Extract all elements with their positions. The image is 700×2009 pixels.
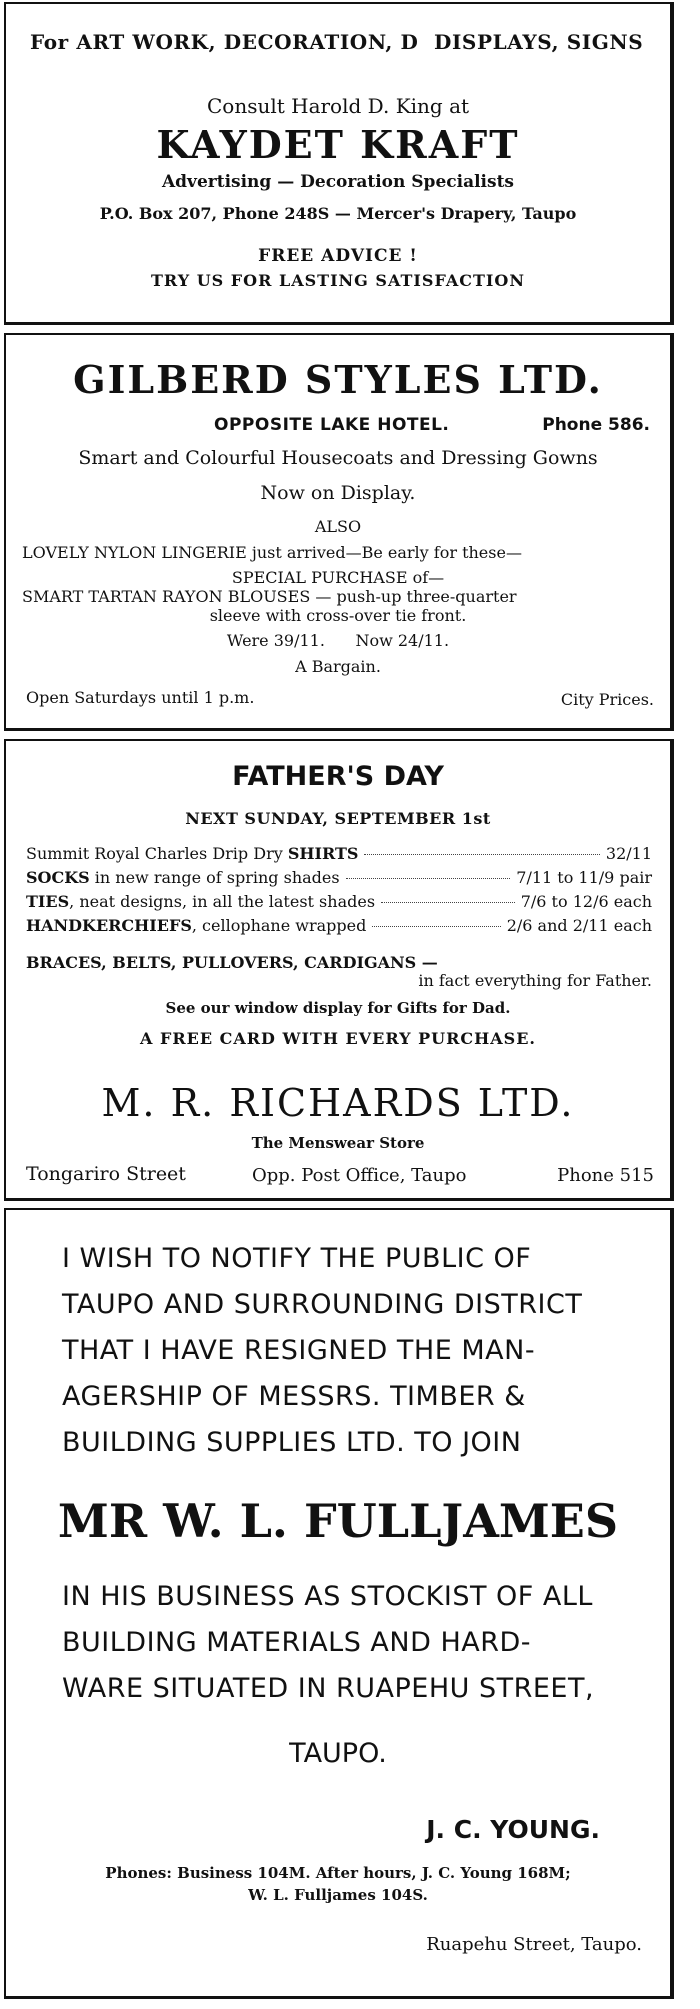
free-advice: FREE ADVICE ! bbox=[258, 246, 418, 266]
price-list-item: TIES, neat designs, in all the latest shades 7/6 to 12/6 each bbox=[26, 892, 652, 911]
kaydet-kraft-title: KAYDET KRAFT bbox=[156, 122, 520, 167]
bargain-line: A Bargain. bbox=[295, 657, 381, 676]
price-list-item: Summit Royal Charles Drip Dry SHIRTS 32/11 bbox=[26, 844, 652, 863]
leader-dots bbox=[381, 902, 515, 903]
notice-line: I WISH TO NOTIFY THE PUBLIC OF bbox=[62, 1243, 532, 1274]
taupo-line: TAUPO. bbox=[289, 1738, 387, 1769]
item-price: 2/6 and 2/11 each bbox=[506, 916, 652, 935]
business-line: WARE SITUATED IN RUAPEHU STREET, bbox=[62, 1673, 595, 1704]
business-line: BUILDING MATERIALS AND HARD- bbox=[62, 1627, 532, 1658]
city-prices: City Prices. bbox=[560, 690, 654, 709]
date-line: NEXT SUNDAY, SEPTEMBER 1st bbox=[185, 809, 491, 828]
price-line bbox=[6, 631, 670, 650]
item-price: 32/11 bbox=[605, 844, 652, 863]
gilberd-styles-ad bbox=[4, 333, 674, 731]
notice-text bbox=[62, 1236, 622, 1466]
window-display-line: See our window display for Gifts for Dad. bbox=[165, 999, 511, 1017]
notice-line: AGERSHIP OF MESSRS. TIMBER & bbox=[62, 1381, 526, 1412]
fathers-day-title: FATHER'S DAY bbox=[232, 761, 444, 792]
leader-dots bbox=[364, 854, 599, 855]
notice-line: THAT I HAVE RESIGNED THE MAN- bbox=[62, 1335, 536, 1366]
leader-dots bbox=[372, 926, 500, 927]
address-line: P.O. Box 207, Phone 248S — Mercer's Drapery, Taupo bbox=[99, 204, 577, 223]
fulljames-name: MR W. L. FULLJAMES bbox=[57, 1494, 619, 1548]
nylon-lingerie-line: LOVELY NYLON LINGERIE just arrived—Be early for these— bbox=[22, 543, 522, 562]
now-price: Now 24/11. bbox=[355, 631, 450, 650]
special-purchase-line: SPECIAL PURCHASE of— bbox=[231, 568, 445, 587]
was-price: Were 39/11. bbox=[226, 631, 325, 650]
business-text bbox=[62, 1574, 622, 1712]
displays-signs-text: DISPLAYS, SIGNS bbox=[434, 30, 644, 54]
location-line: OPPOSITE LAKE HOTEL. bbox=[214, 415, 450, 435]
notice-ad bbox=[4, 1208, 674, 1999]
item-price: 7/11 to 11/9 pair bbox=[516, 868, 652, 887]
housecoats-line: Smart and Colourful Housecoats and Dressing Gowns bbox=[78, 447, 598, 469]
fathers-day-ad bbox=[4, 739, 674, 1201]
free-card-line: A FREE CARD WITH EVERY PURCHASE. bbox=[139, 1029, 536, 1048]
signature-name: J. C. YOUNG. bbox=[426, 1815, 600, 1844]
street-name: Tongariro Street bbox=[26, 1163, 186, 1185]
blouses-line: SMART TARTAN RAYON BLOUSES — push-up three-quarter bbox=[22, 587, 517, 606]
post-office-line: Opp. Post Office, Taupo bbox=[252, 1165, 467, 1186]
notice-line: TAUPO AND SURROUNDING DISTRICT bbox=[62, 1289, 583, 1320]
business-line: IN HIS BUSINESS AS STOCKIST OF ALL bbox=[62, 1581, 593, 1612]
art-work-headline: For ART WORK, DECORATION, D DISPLAYS, SIGNS bbox=[30, 30, 644, 54]
phone-number: Phone 586. bbox=[542, 415, 650, 435]
menswear-store-line: The Menswear Store bbox=[251, 1134, 425, 1152]
leader-dots bbox=[346, 878, 511, 879]
item-price: 7/6 to 12/6 each bbox=[520, 892, 652, 911]
richards-title: M. R. RICHARDS LTD. bbox=[101, 1081, 575, 1125]
consult-line: Consult Harold D. King at bbox=[206, 94, 470, 118]
open-hours: Open Saturdays until 1 p.m. bbox=[26, 688, 255, 707]
price-list-item: SOCKS in new range of spring shades 7/11 to 11/9 pair bbox=[26, 868, 652, 887]
try-us-line: TRY US FOR LASTING SATISFACTION bbox=[151, 271, 525, 290]
price-list-item: HANDKERCHIEFS, cellophane wrapped 2/6 and 2/11 each bbox=[26, 916, 652, 935]
kaydet-kraft-ad bbox=[4, 2, 674, 325]
sleeve-line: sleeve with cross-over tie front. bbox=[209, 606, 467, 625]
on-display-line: Now on Display. bbox=[260, 482, 416, 504]
phone-number: Phone 515 bbox=[557, 1165, 654, 1186]
phones-line: Phones: Business 104M. After hours, J. C. Young 168M; bbox=[105, 1864, 571, 1882]
street-address: Ruapehu Street, Taupo. bbox=[426, 1934, 642, 1955]
braces-line: BRACES, BELTS, PULLOVERS, CARDIGANS — bbox=[26, 953, 438, 972]
notice-line: BUILDING SUPPLIES LTD. TO JOIN bbox=[62, 1427, 522, 1458]
also-label: ALSO bbox=[314, 517, 362, 536]
phones-line-2: W. L. Fulljames 104S. bbox=[248, 1886, 428, 1904]
in-fact-line: in fact everything for Father. bbox=[418, 971, 652, 990]
gilberd-styles-title: GILBERD STYLES LTD. bbox=[73, 357, 603, 402]
specialists-line: Advertising — Decoration Specialists bbox=[161, 172, 514, 192]
